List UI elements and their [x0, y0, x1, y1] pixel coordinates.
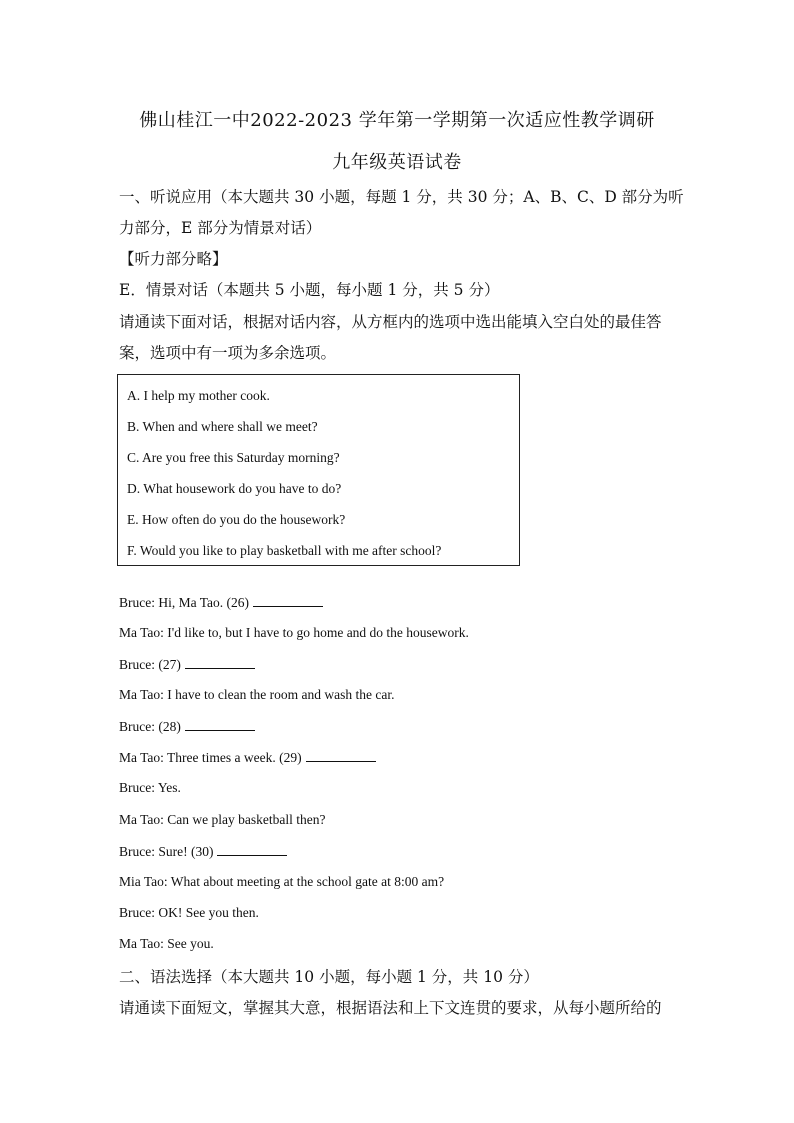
- dialogue-line: Ma Tao: See you.: [119, 936, 214, 951]
- section1-heading: 一、听说应用（本大题共 30 小题，每题 1 分，共 30 分；A、B、C、D 部分为听: [119, 188, 684, 206]
- answer-blank-29: [306, 749, 376, 762]
- part-e-instruction: 请通读下面对话，根据对话内容，从方框内的选项中选出能填入空白处的最佳答: [119, 313, 662, 331]
- section1-heading-cont: 力部分，E 部分为情景对话）: [119, 219, 322, 237]
- dialogue-line: Ma Tao: Three times a week. (29): [119, 749, 376, 766]
- option-a: A. I help my mother cook.: [127, 388, 270, 403]
- part-e-instruction-cont: 案，选项中有一项为多余选项。: [119, 344, 337, 362]
- dialogue-line: Bruce: Yes.: [119, 780, 181, 795]
- section2-heading: 二、语法选择（本大题共 10 小题，每小题 1 分，共 10 分）: [119, 968, 539, 986]
- dialogue-line: Bruce: (28): [119, 718, 255, 735]
- part-e-heading: E．情景对话（本题共 5 小题，每小题 1 分，共 5 分）: [119, 281, 500, 299]
- exam-title: 佛山桂江一中2022-2023 学年第一学期第一次适应性教学调研: [139, 110, 655, 131]
- dialogue-line: Ma Tao: Can we play basketball then?: [119, 812, 326, 827]
- dialogue-line: Ma Tao: I have to clean the room and wash the car.: [119, 687, 395, 702]
- option-b: B. When and where shall we meet?: [127, 419, 318, 434]
- answer-blank-27: [185, 656, 255, 669]
- exam-subtitle: 九年级英语试卷: [332, 152, 462, 173]
- dialogue-line: Bruce: Sure! (30): [119, 843, 287, 860]
- answer-blank-30: [217, 843, 287, 856]
- dialogue-line: Bruce: (27): [119, 656, 255, 673]
- dialogue-line: Ma Tao: I'd like to, but I have to go home and do the housework.: [119, 625, 469, 640]
- answer-blank-28: [185, 718, 255, 731]
- option-f: F. Would you like to play basketball with me after school?: [127, 543, 442, 558]
- listening-omitted-note: 【听力部分略】: [119, 250, 228, 268]
- option-e: E. How often do you do the housework?: [127, 512, 346, 527]
- section2-instruction: 请通读下面短文，掌握其大意，根据语法和上下文连贯的要求，从每小题所给的: [119, 999, 662, 1017]
- options-box: [117, 374, 520, 566]
- answer-blank-26: [253, 594, 323, 607]
- dialogue-line: Bruce: OK! See you then.: [119, 905, 259, 920]
- option-c: C. Are you free this Saturday morning?: [127, 450, 340, 465]
- option-d: D. What housework do you have to do?: [127, 481, 342, 496]
- dialogue-line: Mia Tao: What about meeting at the school gate at 8:00 am?: [119, 874, 445, 889]
- dialogue-line: Bruce: Hi, Ma Tao. (26): [119, 594, 323, 611]
